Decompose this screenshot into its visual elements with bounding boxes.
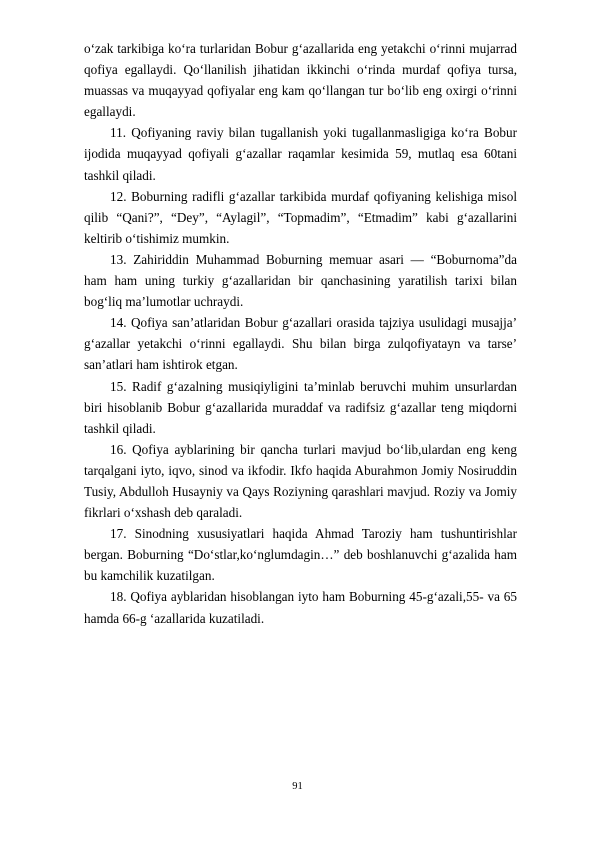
page-number: 91	[292, 781, 303, 792]
paragraph-11: 11. Qofiyaning raviy bilan tugallanish yoki tugallanmasligiga ko‘ra Bobur ijodida muqayyad qofiyali g‘azallar raqamlar kesimida 59, mutlaq esa 60tani tashkil qiladi.	[84, 125, 517, 183]
paragraph-16: 16. Qofiya ayblarining bir qancha turlari mavjud bo‘lib,ulardan eng keng tarqalgani iyto, iqvo, sinod va ikfodir. Ikfo haqida Aburahmon Jomiy Nosiruddin Tusiy, Abdulloh Husayniy va Qays Roziyning qarashlari mavjud. Roziy va Jomiy fikrlari o‘xshash deb qaraladi.	[84, 441, 517, 521]
paragraph-12: 12. Boburning radifli g‘azallar tarkibida murdaf qofiyaning kelishiga misol qilib “Qani?”, “Dey”, “Aylagil”, “Topmadim”, “Etmadim” kabi g‘azallarini keltirib o‘tishimiz mumkin.	[84, 188, 517, 246]
paragraph-continuation: o‘zak tarkibiga ko‘ra turlaridan Bobur g‘azallarida eng yetakchi o‘rinni mujarrad qofiya egallaydi. Qo‘llanilish jihatidan ikkinchi o‘rinda murdaf qofiya tursa, muassas va muqayyad qofiyalar eng kam qo‘llangan tur bo‘lib eng oxirgi o‘rinni egallaydi.	[84, 41, 517, 120]
paragraph-17: 17. Sinodning xususiyatlari haqida Ahmad Taroziy ham tushuntirishlar bergan. Boburning “Do‘stlar,ko‘nglumdagin…” deb boshlanuvchi g‘azalida ham bu kamchilik kuzatilgan.	[84, 526, 517, 584]
paragraph-13: 13. Zahiriddin Muhammad Boburning memuar asari — “Boburnoma”da ham ham uning turkiy g‘azallaridan bir qanchasining yaratilish tarixi bilan bog‘liq ma’lumotlar uchraydi.	[84, 251, 517, 310]
paragraph-15: 15. Radif g‘azalning musiqiyligini ta’minlab beruvchi muhim unsurlardan biri hisoblanib Bobur g‘azallarida muraddaf va radifsiz g‘azallar teng miqdorni tashkil qiladi.	[84, 378, 517, 436]
paragraph-14: 14. Qofiya san’atlaridan Bobur g‘azallari orasida tajziya usulidagi musajja’ g‘azallar yetakchi o‘rinni egallaydi. Shu bilan birga zulqofiyatayn va tarse’ san’atlari ham ishtirok etgan.	[84, 315, 517, 373]
body-text	[84, 38, 517, 629]
paragraph-18: 18. Qofiya ayblaridan hisoblangan iyto ham Boburning 45-g‘azali,55- va 65 hamda 66-g ‘azallarida kuzatiladi.	[84, 589, 517, 626]
